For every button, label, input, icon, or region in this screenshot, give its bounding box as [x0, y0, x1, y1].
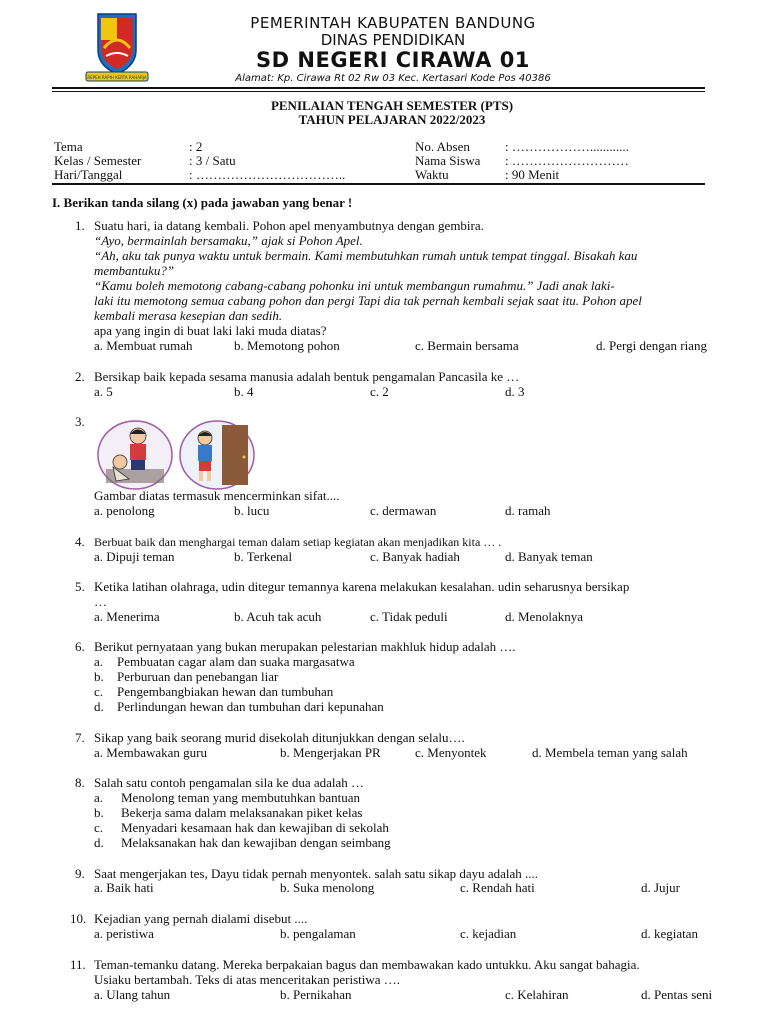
q11-text-cont: Usiaku bertambah. Teks di atas menceritakan peristiwa ….: [94, 972, 401, 987]
q7-text: Sikap yang baik seorang murid disekolah ditunjukkan dengan selalu….: [94, 730, 465, 745]
q2-option-a[interactable]: a. 5: [94, 384, 113, 399]
waktu-label: Waktu: [415, 167, 449, 182]
q11-option-b[interactable]: b. Pernikahan: [280, 987, 352, 1002]
hari-value: : ……………………………..: [189, 167, 346, 182]
q1-line: “Ayo, bermainlah bersamaku,” ajak si Pohon Apel.: [94, 233, 363, 248]
absen-value: : ………………............: [505, 139, 629, 154]
q1-option-a[interactable]: a. Membuat rumah: [94, 338, 193, 353]
q7-option-c[interactable]: c. Menyontek: [415, 745, 487, 760]
info-rule: [52, 183, 705, 185]
tema-value: : 2: [189, 139, 203, 154]
q11-text: Teman-temanku datang. Mereka berpakaian bagus dan membawakan kado untukku. Aku sangat bahagia.: [94, 957, 640, 972]
q8-letter-c: c.: [94, 820, 104, 835]
helping-illustration: [96, 419, 174, 491]
q6-letter-a: a.: [94, 654, 104, 669]
q6-option-b[interactable]: Perburuan dan penebangan liar: [117, 669, 279, 684]
q3-option-b[interactable]: b. lucu: [234, 503, 270, 518]
q10-option-b[interactable]: b. pengalaman: [280, 926, 356, 941]
q7-option-d[interactable]: d. Membela teman yang salah: [532, 745, 688, 760]
doorway-illustration: [178, 419, 256, 491]
q4-option-b[interactable]: b. Terkenal: [234, 549, 293, 564]
q9-option-b[interactable]: b. Suka menolong: [280, 880, 375, 895]
q10-text: Kejadian yang pernah dialami disebut ....: [94, 911, 308, 926]
q1-option-d[interactable]: d. Pergi dengan riang: [596, 338, 707, 353]
office-title: DINAS PENDIDIKAN: [320, 31, 466, 49]
tema-label: Tema: [54, 139, 83, 154]
q2-number: 2.: [75, 369, 85, 384]
q5-text: Ketika latihan olahraga, udin ditegur temannya karena melakukan kesalahan. udin seharusnya bersikap: [94, 579, 630, 594]
q4-number: 4.: [75, 534, 85, 549]
q5-option-b[interactable]: b. Acuh tak acuh: [234, 609, 322, 624]
q10-option-d[interactable]: d. kegiatan: [641, 926, 699, 941]
q6-letter-c: c.: [94, 684, 104, 699]
q3-option-a[interactable]: a. penolong: [94, 503, 155, 518]
school-address: Alamat: Kp. Cirawa Rt 02 Rw 03 Kec. Kertasari Kode Pos 40386: [235, 73, 551, 84]
exam-year: TAHUN PELAJARAN 2022/2023: [298, 112, 486, 127]
q5-option-a[interactable]: a. Menerima: [94, 609, 160, 624]
q5-option-c[interactable]: c. Tidak peduli: [370, 609, 448, 624]
q8-letter-a: a.: [94, 790, 104, 805]
q1-option-c[interactable]: c. Bermain bersama: [415, 338, 519, 353]
q2-option-b[interactable]: b. 4: [234, 384, 254, 399]
q5-option-d[interactable]: d. Menolaknya: [505, 609, 583, 624]
absen-label: No. Absen: [415, 139, 470, 154]
q4-text: Berbuat baik dan menghargai teman dalam setiap kegiatan akan menjadikan kita … .: [94, 535, 502, 549]
q6-option-d[interactable]: Perlindungan hewan dan tumbuhan dari kepunahan: [117, 699, 384, 714]
kelas-value: : 3 / Satu: [189, 153, 236, 168]
q11-number: 11.: [70, 957, 86, 972]
q8-number: 8.: [75, 775, 85, 790]
q4-option-a[interactable]: a. Dipuji teman: [94, 549, 175, 564]
q7-number: 7.: [75, 730, 85, 745]
q6-number: 6.: [75, 639, 85, 654]
q8-letter-d: d.: [94, 835, 104, 850]
school-name: SD NEGERI CIRAWA 01: [256, 48, 530, 72]
logo-motto: REPEH RAPIH KERTA RAHARJA: [87, 75, 147, 80]
hari-label: Hari/Tanggal: [54, 167, 123, 182]
q1-line: “Kamu boleh memotong cabang-cabang pohonku ini untuk membangun rumahmu.” Jadi anak laki-: [94, 278, 615, 293]
q9-option-a[interactable]: a. Baik hati: [94, 880, 154, 895]
q6-text: Berikut pernyataan yang bukan merupakan pelestarian makhluk hidup adalah ….: [94, 639, 516, 654]
bandung-regency-logo: [78, 10, 156, 84]
q2-text: Bersikap baik kepada sesama manusia adalah bentuk pengamalan Pancasila ke …: [94, 369, 520, 384]
q5-number: 5.: [75, 579, 85, 594]
q9-option-c[interactable]: c. Rendah hati: [460, 880, 535, 895]
kelas-label: Kelas / Semester: [54, 153, 142, 168]
q11-option-d[interactable]: d. Pentas seni: [641, 987, 713, 1002]
q2-option-c[interactable]: c. 2: [370, 384, 389, 399]
q8-option-c[interactable]: Menyadari kesamaan hak dan kewajiban di sekolah: [121, 820, 389, 835]
q1-line: Suatu hari, ia datang kembali. Pohon apel menyambutnya dengan gembira.: [94, 218, 484, 233]
q2-option-d[interactable]: d. 3: [505, 384, 525, 399]
q11-option-a[interactable]: a. Ulang tahun: [94, 987, 171, 1002]
q9-number: 9.: [75, 866, 85, 881]
q1-line: laki itu memotong semua cabang pohon dan pergi Tapi dia tak pernah kembali sejak saat itu. Pohon apel: [94, 293, 642, 308]
q1-line: apa yang ingin di buat laki laki muda diatas?: [94, 323, 327, 338]
q8-option-a[interactable]: Menolong teman yang membutuhkan bantuan: [121, 790, 361, 805]
q3-number: 3.: [75, 414, 85, 429]
q10-option-c[interactable]: c. kejadian: [460, 926, 517, 941]
section-instruction: I. Berikan tanda silang (x) pada jawaban yang benar !: [52, 195, 353, 210]
q7-option-b[interactable]: b. Mengerjakan PR: [280, 745, 381, 760]
q1-option-b[interactable]: b. Memotong pohon: [234, 338, 340, 353]
q5-text-cont: …: [94, 594, 107, 609]
q7-option-a[interactable]: a. Membawakan guru: [94, 745, 207, 760]
waktu-value: : 90 Menit: [505, 167, 560, 182]
q3-option-c[interactable]: c. dermawan: [370, 503, 437, 518]
q1-line: kembali merasa kesepian dan sedih.: [94, 308, 283, 323]
q8-option-d[interactable]: Melaksanakan hak dan kewajiban dengan seimbang: [121, 835, 391, 850]
gov-title: PEMERINTAH KABUPATEN BANDUNG: [250, 14, 536, 32]
q1-number: 1.: [75, 218, 85, 233]
q1-line: membantuku?”: [94, 263, 175, 278]
q10-number: 10.: [70, 911, 87, 926]
q4-option-d[interactable]: d. Banyak teman: [505, 549, 593, 564]
q3-text: Gambar diatas termasuk mencerminkan sifat....: [94, 488, 340, 503]
q6-letter-d: d.: [94, 699, 104, 714]
q1-line: “Ah, aku tak punya waktu untuk bermain. Kami membutuhkan rumah untuk tempat tinggal. Bisakah kau: [94, 248, 638, 263]
q8-option-b[interactable]: Bekerja sama dalam melaksanakan piket kelas: [121, 805, 363, 820]
q9-option-d[interactable]: d. Jujur: [641, 880, 680, 895]
exam-title: PENILAIAN TENGAH SEMESTER (PTS): [270, 98, 514, 113]
header-rule-thin: [52, 91, 705, 92]
q9-text: Saat mengerjakan tes, Dayu tidak pernah menyontek. salah satu sikap dayu adalah ....: [94, 866, 539, 881]
nama-value: : ………………………: [505, 153, 629, 168]
q11-option-c[interactable]: c. Kelahiran: [505, 987, 569, 1002]
q3-option-d[interactable]: d. ramah: [505, 503, 551, 518]
q8-letter-b: b.: [94, 805, 104, 820]
q8-text: Salah satu contoh pengamalan sila ke dua adalah …: [94, 775, 365, 790]
nama-label: Nama Siswa: [415, 153, 481, 168]
header-rule-thick: [52, 87, 705, 89]
q6-option-a[interactable]: Pembuatan cagar alam dan suaka margasatwa: [117, 654, 355, 669]
q6-letter-b: b.: [94, 669, 104, 684]
q10-option-a[interactable]: a. peristiwa: [94, 926, 154, 941]
q6-option-c[interactable]: Pengembangbiakan hewan dan tumbuhan: [117, 684, 334, 699]
q4-option-c[interactable]: c. Banyak hadiah: [370, 549, 460, 564]
